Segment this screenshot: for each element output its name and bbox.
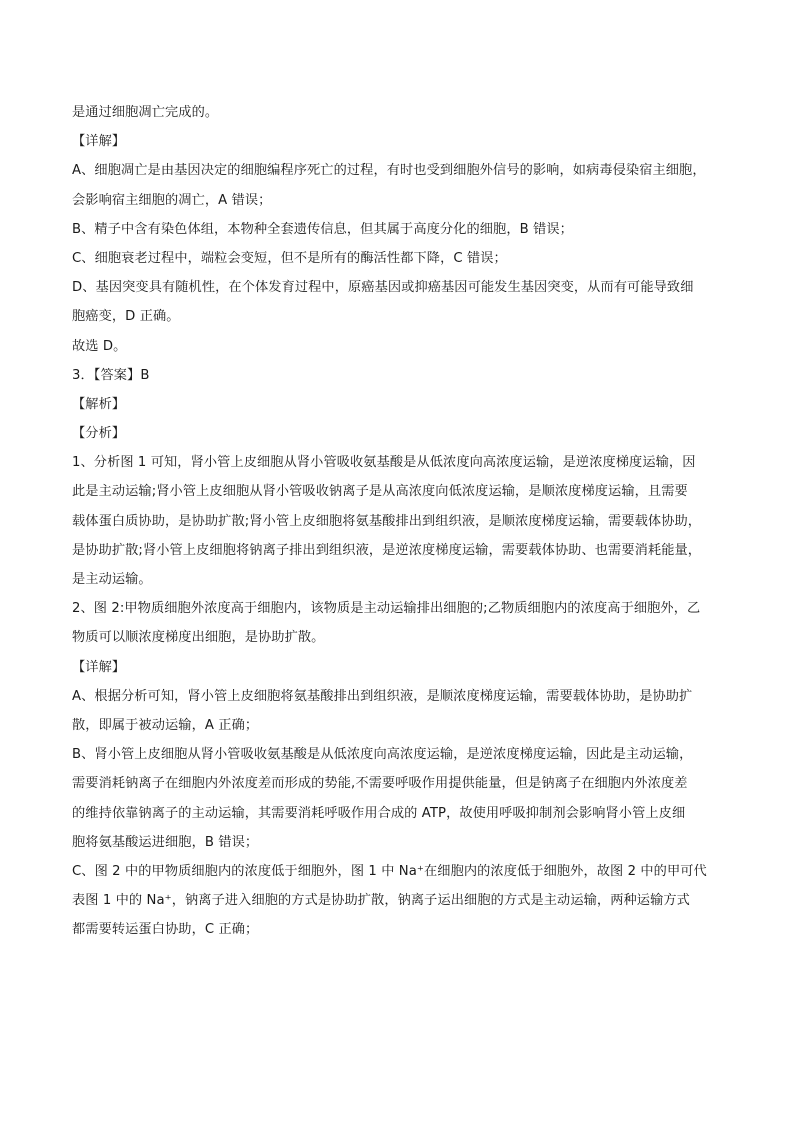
section-heading-analysis: 【分析】 [72, 426, 126, 442]
section-heading-detail: 【详解】 [72, 134, 126, 150]
text-line: 2、图 2:甲物质细胞外浓度高于细胞内，该物质是主动运输排出细胞的;乙物质细胞内的浓度高于细胞外，乙 [72, 601, 701, 617]
section-heading-detail: 【详解】 [72, 659, 126, 675]
text-line: 散，即属于被动运输，A 正确； [72, 717, 259, 733]
text-line: 故选 D。 [72, 338, 127, 354]
text-line: 胞癌变，D 正确。 [72, 309, 180, 325]
section-heading-explanation: 【解析】 [72, 396, 126, 412]
text-line: 都需要转运蛋白协助，C 正确； [72, 922, 259, 938]
text-line: 物质可以顺浓度梯度出细胞，是协助扩散。 [72, 630, 325, 646]
text-line: 会影响宿主细胞的凋亡，A 错误； [72, 192, 272, 208]
text-line: 胞将氨基酸运进细胞，B 错误； [72, 834, 259, 850]
text-line: 载体蛋白质协助，是协助扩散;肾小管上皮细胞将氨基酸排出到组织液，是顺浓度梯度运输，需要载体协助， [72, 513, 702, 529]
document-body [72, 98, 724, 944]
text-line: 是主动运输。 [72, 572, 152, 587]
text-line: A、根据分析可知，肾小管上皮细胞将氨基酸排出到组织液，是顺浓度梯度运输，需要载体协助，是协助扩 [72, 688, 693, 704]
text-line: D、基因突变具有随机性，在个体发育过程中，原癌基因或抑癌基因可能发生基因突变，从而有可能导致细 [72, 280, 694, 296]
text-line: C、图 2 中的甲物质细胞内的浓度低于细胞外，图 1 中 Na⁺在细胞内的浓度低于细胞外，故图 2 中的甲可代 [72, 863, 707, 879]
text-line: B、精子中含有染色体组，本物种全套遗传信息，但其属于高度分化的细胞，B 错误； [72, 221, 573, 237]
text-line: 1、分析图 1 可知，肾小管上皮细胞从肾小管吸收氨基酸是从低浓度向高浓度运输，是逆浓度梯度运输，因 [72, 455, 696, 471]
text-line: 是协助扩散;肾小管上皮细胞将钠离子排出到组织液，是逆浓度梯度运输，需要载体协助、也需要消耗能量， [72, 542, 702, 558]
text-line: C、细胞衰老过程中，端粒会变短，但不是所有的酶活性都下降，C 错误； [72, 250, 507, 266]
text-line: 是通过细胞凋亡完成的。 [72, 105, 219, 120]
text-line: B、肾小管上皮细胞从肾小管吸收氨基酸是从低浓度向高浓度运输，是逆浓度梯度运输，因此是主动运输， [72, 747, 693, 763]
text-line: A、细胞凋亡是由基因决定的细胞编程序死亡的过程，有时也受到细胞外信号的影响，如病毒侵染宿主细胞， [72, 163, 706, 179]
text-line: 的维持依靠钠离子的主动运输，其需要消耗呼吸作用合成的 ATP，故使用呼吸抑制剂会影响肾小管上皮细 [72, 805, 686, 821]
text-line: 需要消耗钠离子在细胞内外浓度差而形成的势能,不需要呼吸作用提供能量，但是钠离子在细胞内外浓度差 [72, 776, 688, 792]
text-line: 表图 1 中的 Na⁺，钠离子进入细胞的方式是协助扩散，钠离子运出细胞的方式是主动运输，两种运输方式 [72, 893, 690, 909]
answer-heading: 3．【答案】B [72, 367, 150, 383]
text-line: 此是主动运输;肾小管上皮细胞从肾小管吸收钠离子是从高浓度向低浓度运输，是顺浓度梯度运输，且需要 [72, 484, 688, 500]
